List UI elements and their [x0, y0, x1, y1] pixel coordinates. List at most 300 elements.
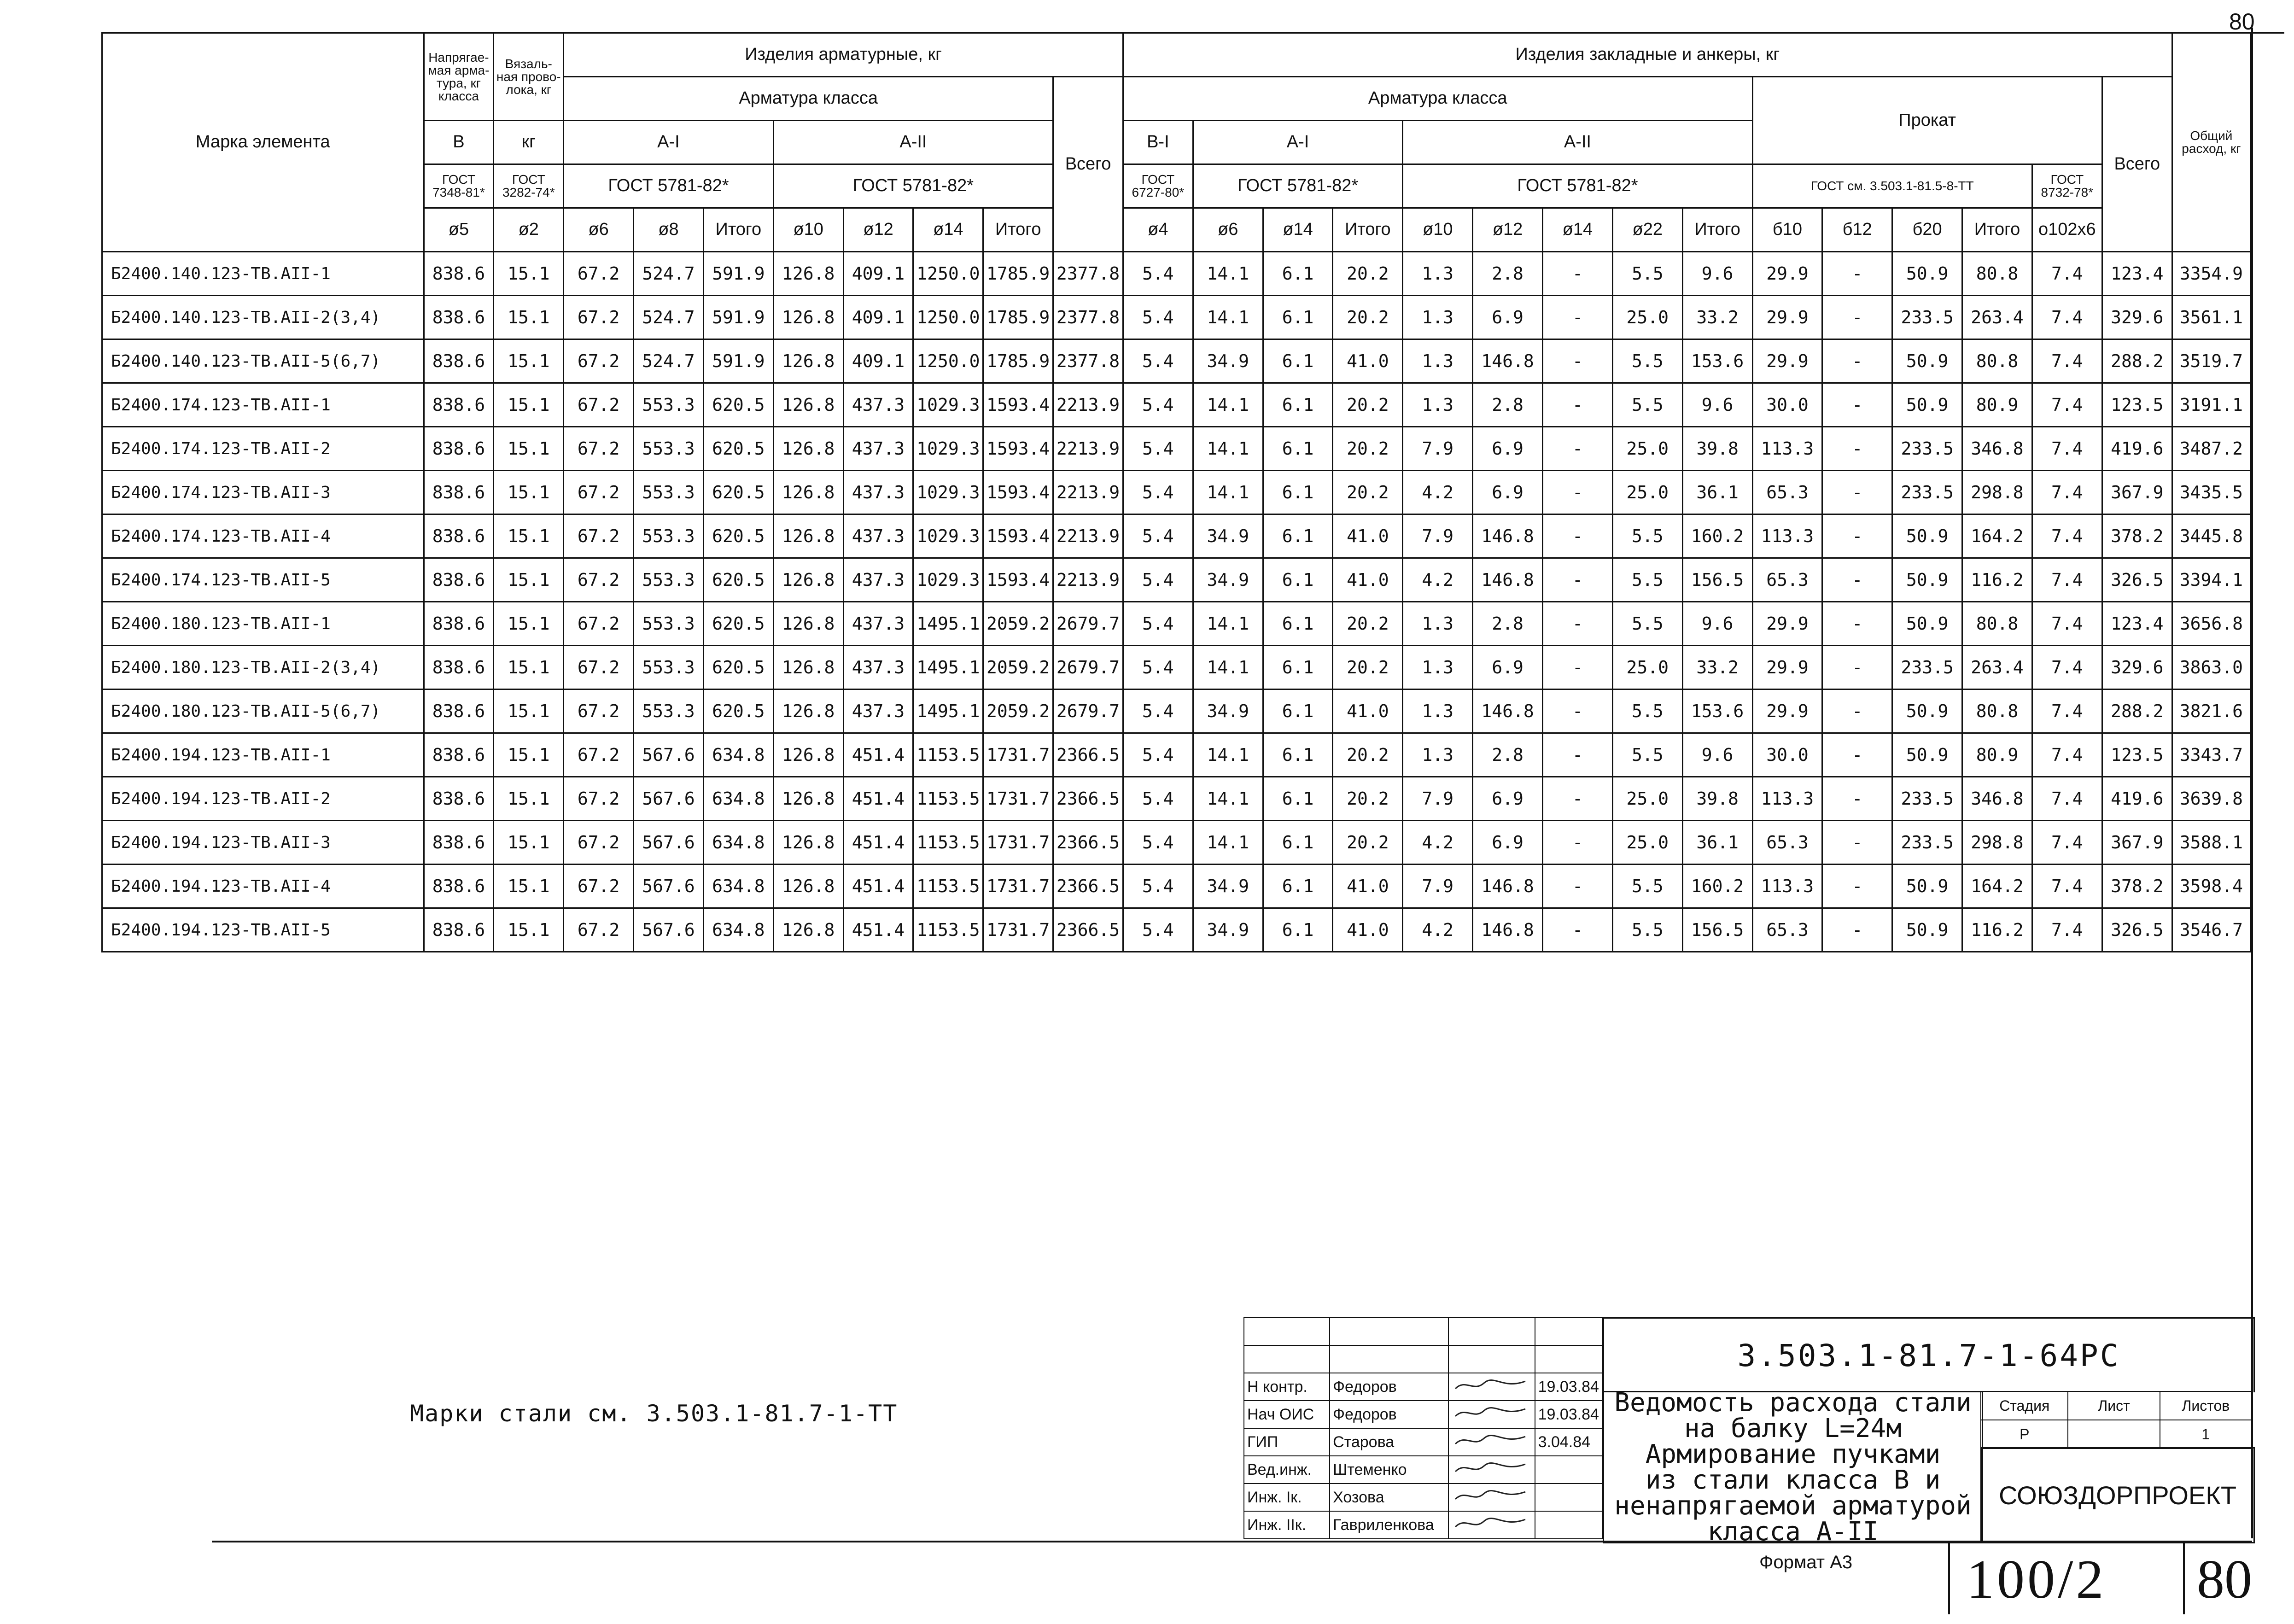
value-cell: 4.2: [1403, 908, 1473, 952]
value-cell: 2059.2: [983, 689, 1053, 733]
value-cell: 5.4: [1123, 252, 1193, 296]
paper-format: Формат А3: [1759, 1552, 1853, 1572]
value-cell: 4.2: [1403, 558, 1473, 602]
value-cell: 233.5: [1892, 821, 1962, 865]
signature-date: 3.04.84: [1535, 1428, 1602, 1456]
value-cell: 2366.5: [1053, 777, 1123, 821]
value-cell: 15.1: [494, 602, 564, 646]
value-cell: 25.0: [1612, 821, 1682, 865]
value-cell: 419.6: [2102, 427, 2172, 471]
album-divider-left: [1948, 1541, 1950, 1614]
value-cell: 620.5: [703, 514, 773, 558]
value-cell: 36.1: [1682, 471, 1752, 514]
value-cell: 233.5: [1892, 296, 1962, 339]
header-class-AII: A-II: [773, 121, 1053, 164]
value-cell: 7.4: [2032, 821, 2102, 865]
value-cell: 1250.0: [913, 252, 983, 296]
value-cell: 5.5: [1612, 602, 1682, 646]
value-cell: 620.5: [703, 383, 773, 427]
value-cell: 3588.1: [2172, 821, 2250, 865]
table-row: [102, 602, 2251, 646]
value-cell: -: [1543, 646, 1613, 689]
value-cell: 5.5: [1612, 383, 1682, 427]
value-cell: 378.2: [2102, 865, 2172, 908]
value-cell: 567.6: [634, 908, 704, 952]
value-cell: 409.1: [843, 296, 913, 339]
value-cell: 146.8: [1473, 689, 1543, 733]
value-cell: 5.5: [1612, 339, 1682, 383]
value-cell: 567.6: [634, 865, 704, 908]
value-cell: 346.8: [1962, 427, 2032, 471]
value-cell: 298.8: [1962, 471, 2032, 514]
value-cell: 29.9: [1752, 602, 1822, 646]
stage-table: [1980, 1391, 2252, 1449]
value-cell: 7.9: [1403, 514, 1473, 558]
value-cell: 123.4: [2102, 602, 2172, 646]
element-mark-cell: Б2400.140.123-ТВ.АII-1: [102, 252, 424, 296]
value-cell: 838.6: [424, 777, 494, 821]
header-d14: ø14: [913, 208, 983, 252]
value-cell: 25.0: [1612, 646, 1682, 689]
value-cell: 41.0: [1333, 514, 1403, 558]
value-cell: 34.9: [1193, 558, 1263, 602]
value-cell: 838.6: [424, 471, 494, 514]
value-cell: 2366.5: [1053, 865, 1123, 908]
document-title: [1603, 1387, 1983, 1547]
value-cell: 553.3: [634, 514, 704, 558]
value-cell: 15.1: [494, 514, 564, 558]
blank-cell: [1448, 1318, 1535, 1345]
value-cell: 113.3: [1752, 865, 1822, 908]
value-cell: 367.9: [2102, 471, 2172, 514]
signature-role: Нач ОИС: [1244, 1401, 1330, 1428]
value-cell: 14.1: [1193, 733, 1263, 777]
value-cell: 15.1: [494, 733, 564, 777]
value-cell: 6.9: [1473, 777, 1543, 821]
value-cell: 5.4: [1123, 514, 1193, 558]
value-cell: -: [1543, 339, 1613, 383]
value-cell: 3863.0: [2172, 646, 2250, 689]
value-cell: 67.2: [564, 908, 634, 952]
value-cell: 5.4: [1123, 471, 1193, 514]
value-cell: 39.8: [1682, 427, 1752, 471]
value-cell: 15.1: [494, 383, 564, 427]
value-cell: 591.9: [703, 296, 773, 339]
value-cell: 419.6: [2102, 777, 2172, 821]
value-cell: 1.3: [1403, 689, 1473, 733]
value-cell: 1.3: [1403, 296, 1473, 339]
value-cell: 1153.5: [913, 821, 983, 865]
value-cell: 123.4: [2102, 252, 2172, 296]
header-gost-5781-b: ГОСТ 5781-82*: [773, 164, 1053, 208]
value-cell: 3821.6: [2172, 689, 2250, 733]
value-cell: 20.2: [1333, 602, 1403, 646]
value-cell: 1.3: [1403, 646, 1473, 689]
value-cell: 437.3: [843, 514, 913, 558]
value-cell: 5.4: [1123, 383, 1193, 427]
blank-cell: [1448, 1345, 1535, 1373]
header-gost-5781-c: ГОСТ 5781-82*: [1193, 164, 1403, 208]
value-cell: 3639.8: [2172, 777, 2250, 821]
value-cell: 5.4: [1123, 689, 1193, 733]
value-cell: 1731.7: [983, 777, 1053, 821]
value-cell: 4.2: [1403, 821, 1473, 865]
signature-row: [1244, 1373, 1602, 1401]
value-cell: 50.9: [1892, 558, 1962, 602]
signature-row: [1244, 1484, 1602, 1511]
value-cell: 67.2: [564, 383, 634, 427]
value-cell: 14.1: [1193, 821, 1263, 865]
value-cell: 3656.8: [2172, 602, 2250, 646]
value-cell: 5.5: [1612, 689, 1682, 733]
element-mark-cell: Б2400.174.123-ТВ.АII-3: [102, 471, 424, 514]
value-cell: -: [1822, 471, 1892, 514]
table-row: [102, 558, 2251, 602]
value-cell: 634.8: [703, 733, 773, 777]
value-cell: 263.4: [1962, 646, 2032, 689]
value-cell: -: [1543, 514, 1613, 558]
value-cell: 437.3: [843, 689, 913, 733]
value-cell: 7.9: [1403, 865, 1473, 908]
header-class-AII-2: A-II: [1403, 121, 1752, 164]
value-cell: 2.8: [1473, 602, 1543, 646]
value-cell: 5.4: [1123, 865, 1193, 908]
value-cell: 80.8: [1962, 339, 2032, 383]
value-cell: 126.8: [773, 383, 843, 427]
value-cell: 1153.5: [913, 865, 983, 908]
value-cell: 67.2: [564, 252, 634, 296]
value-cell: 553.3: [634, 471, 704, 514]
value-cell: 80.8: [1962, 602, 2032, 646]
steel-consumption-table: [101, 32, 2251, 952]
value-cell: 3343.7: [2172, 733, 2250, 777]
signature-date: 19.03.84: [1535, 1401, 1602, 1428]
value-cell: 34.9: [1193, 865, 1263, 908]
value-cell: 20.2: [1333, 296, 1403, 339]
handwritten-signature: [1448, 1511, 1535, 1539]
signature-name: Федоров: [1330, 1401, 1448, 1428]
value-cell: -: [1543, 689, 1613, 733]
value-cell: 3435.5: [2172, 471, 2250, 514]
value-cell: 2377.8: [1053, 339, 1123, 383]
table-row: [102, 821, 2251, 865]
value-cell: 634.8: [703, 908, 773, 952]
value-cell: -: [1822, 558, 1892, 602]
value-cell: 25.0: [1612, 427, 1682, 471]
value-cell: 113.3: [1752, 777, 1822, 821]
signature-role: Вед.инж.: [1244, 1456, 1330, 1484]
value-cell: 2679.7: [1053, 646, 1123, 689]
value-cell: 113.3: [1752, 427, 1822, 471]
header-b12: б12: [1822, 208, 1892, 252]
value-cell: 67.2: [564, 471, 634, 514]
value-cell: 1250.0: [913, 339, 983, 383]
blank-cell: [1244, 1345, 1330, 1373]
value-cell: 9.6: [1682, 383, 1752, 427]
value-cell: 1785.9: [983, 296, 1053, 339]
table-row: [102, 777, 2251, 821]
header-mark: Марка элемента: [102, 33, 424, 252]
header-d12: ø12: [843, 208, 913, 252]
value-cell: 25.0: [1612, 777, 1682, 821]
value-cell: 7.4: [2032, 602, 2102, 646]
value-cell: 3394.1: [2172, 558, 2250, 602]
value-cell: 591.9: [703, 252, 773, 296]
value-cell: 20.2: [1333, 646, 1403, 689]
value-cell: -: [1822, 865, 1892, 908]
value-cell: 451.4: [843, 733, 913, 777]
value-cell: 41.0: [1333, 865, 1403, 908]
value-cell: 126.8: [773, 514, 843, 558]
value-cell: 15.1: [494, 646, 564, 689]
value-cell: 9.6: [1682, 733, 1752, 777]
signature-date: 19.03.84: [1535, 1373, 1602, 1401]
value-cell: 50.9: [1892, 908, 1962, 952]
value-cell: 4.2: [1403, 471, 1473, 514]
value-cell: 1029.3: [913, 427, 983, 471]
value-cell: 1.3: [1403, 602, 1473, 646]
header-d2: ø2: [494, 208, 564, 252]
title-line: на балку L=24м: [1684, 1413, 1902, 1443]
value-cell: 14.1: [1193, 471, 1263, 514]
value-cell: 5.5: [1612, 733, 1682, 777]
handwritten-signature: [1448, 1428, 1535, 1456]
header-armature-class-2: Арматура класса: [1123, 77, 1752, 121]
value-cell: -: [1543, 733, 1613, 777]
value-cell: -: [1822, 602, 1892, 646]
title-line: класса А-II: [1707, 1516, 1879, 1547]
value-cell: 3519.7: [2172, 339, 2250, 383]
value-cell: 25.0: [1612, 296, 1682, 339]
value-cell: 126.8: [773, 252, 843, 296]
signature-name: Федоров: [1330, 1373, 1448, 1401]
header-armature-class-1: Арматура класса: [564, 77, 1053, 121]
value-cell: 6.1: [1263, 471, 1333, 514]
value-cell: 14.1: [1193, 296, 1263, 339]
table-body: [102, 252, 2251, 952]
value-cell: 6.1: [1263, 777, 1333, 821]
value-cell: 7.4: [2032, 733, 2102, 777]
title-block: [1243, 1317, 2252, 1547]
header-d22: ø22: [1612, 208, 1682, 252]
value-cell: 50.9: [1892, 865, 1962, 908]
value-cell: 67.2: [564, 689, 634, 733]
value-cell: 1593.4: [983, 427, 1053, 471]
value-cell: 288.2: [2102, 339, 2172, 383]
signature-role: Н контр.: [1244, 1373, 1330, 1401]
value-cell: 116.2: [1962, 558, 2032, 602]
value-cell: 329.6: [2102, 646, 2172, 689]
element-mark-cell: Б2400.180.123-ТВ.АII-5(6,7): [102, 689, 424, 733]
value-cell: 14.1: [1193, 602, 1263, 646]
value-cell: 7.4: [2032, 252, 2102, 296]
value-cell: 34.9: [1193, 908, 1263, 952]
value-cell: 164.2: [1962, 514, 2032, 558]
value-cell: 41.0: [1333, 339, 1403, 383]
handwritten-signature: [1448, 1401, 1535, 1428]
header-gost-7348: ГОСТ 7348-81*: [424, 164, 494, 208]
value-cell: 164.2: [1962, 865, 2032, 908]
value-cell: 437.3: [843, 558, 913, 602]
value-cell: 1153.5: [913, 777, 983, 821]
value-cell: 126.8: [773, 427, 843, 471]
value-cell: 29.9: [1752, 296, 1822, 339]
value-cell: -: [1822, 427, 1892, 471]
header-d4: ø4: [1123, 208, 1193, 252]
value-cell: 5.4: [1123, 602, 1193, 646]
value-cell: 838.6: [424, 865, 494, 908]
handwritten-signature: [1448, 1456, 1535, 1484]
value-cell: 126.8: [773, 339, 843, 383]
element-mark-cell: Б2400.194.123-ТВ.АII-2: [102, 777, 424, 821]
header-d6-2: ø6: [1193, 208, 1263, 252]
value-cell: 126.8: [773, 908, 843, 952]
sheet-corner-number: 80: [2229, 9, 2255, 35]
value-cell: 553.3: [634, 646, 704, 689]
value-cell: 126.8: [773, 602, 843, 646]
header-overall-consumption: Общий расход, кг: [2172, 33, 2250, 252]
element-mark-cell: Б2400.140.123-ТВ.АII-2(3,4): [102, 296, 424, 339]
element-mark-cell: Б2400.180.123-ТВ.АII-1: [102, 602, 424, 646]
value-cell: 146.8: [1473, 908, 1543, 952]
value-cell: 7.4: [2032, 514, 2102, 558]
value-cell: 5.4: [1123, 646, 1193, 689]
table-row: [102, 733, 2251, 777]
value-cell: 838.6: [424, 908, 494, 952]
value-cell: 2.8: [1473, 383, 1543, 427]
value-cell: 2213.9: [1053, 514, 1123, 558]
value-cell: 7.4: [2032, 296, 2102, 339]
value-cell: 5.5: [1612, 558, 1682, 602]
value-cell: 838.6: [424, 558, 494, 602]
value-cell: 2059.2: [983, 646, 1053, 689]
value-cell: 1593.4: [983, 514, 1053, 558]
value-cell: 1.3: [1403, 383, 1473, 427]
value-cell: 6.1: [1263, 514, 1333, 558]
value-cell: 5.4: [1123, 908, 1193, 952]
value-cell: 263.4: [1962, 296, 2032, 339]
value-cell: 2366.5: [1053, 821, 1123, 865]
value-cell: 6.1: [1263, 821, 1333, 865]
value-cell: 3445.8: [2172, 514, 2250, 558]
value-cell: 5.5: [1612, 908, 1682, 952]
value-cell: 14.1: [1193, 252, 1263, 296]
table-row: [102, 339, 2251, 383]
stage-value: Р: [1981, 1420, 2068, 1449]
value-cell: 146.8: [1473, 514, 1543, 558]
signature-name: Штеменко: [1330, 1456, 1448, 1484]
page-number: 80: [2197, 1548, 2252, 1610]
value-cell: 6.1: [1263, 602, 1333, 646]
value-cell: 1250.0: [913, 296, 983, 339]
value-cell: 7.4: [2032, 339, 2102, 383]
value-cell: 156.5: [1682, 558, 1752, 602]
value-cell: 41.0: [1333, 689, 1403, 733]
value-cell: 1731.7: [983, 908, 1053, 952]
album-divider-right: [2183, 1541, 2185, 1614]
signature-date: [1535, 1484, 1602, 1511]
header-gost-6727: ГОСТ 6727-80*: [1123, 164, 1193, 208]
value-cell: 67.2: [564, 296, 634, 339]
value-cell: 1731.7: [983, 865, 1053, 908]
header-d10: ø10: [773, 208, 843, 252]
title-line: из стали класса В и: [1645, 1465, 1941, 1495]
value-cell: 25.0: [1612, 471, 1682, 514]
value-cell: 6.1: [1263, 339, 1333, 383]
value-cell: 553.3: [634, 558, 704, 602]
header-b10: б10: [1752, 208, 1822, 252]
value-cell: -: [1822, 689, 1892, 733]
value-cell: 156.5: [1682, 908, 1752, 952]
value-cell: 1593.4: [983, 383, 1053, 427]
value-cell: 553.3: [634, 689, 704, 733]
table-row: [102, 646, 2251, 689]
header-reinforcement-products: Изделия арматурные, кг: [564, 33, 1123, 77]
value-cell: 288.2: [2102, 689, 2172, 733]
element-mark-cell: Б2400.174.123-ТВ.АII-2: [102, 427, 424, 471]
value-cell: 30.0: [1752, 383, 1822, 427]
value-cell: 451.4: [843, 865, 913, 908]
value-cell: 2213.9: [1053, 383, 1123, 427]
signature-row: [1244, 1428, 1602, 1456]
value-cell: 7.4: [2032, 689, 2102, 733]
value-cell: 2.8: [1473, 252, 1543, 296]
value-cell: 67.2: [564, 427, 634, 471]
value-cell: 437.3: [843, 602, 913, 646]
table-row: [102, 471, 2251, 514]
value-cell: -: [1543, 471, 1613, 514]
element-mark-cell: Б2400.174.123-ТВ.АII-5: [102, 558, 424, 602]
header-class-B: В: [424, 121, 494, 164]
value-cell: 5.4: [1123, 777, 1193, 821]
value-cell: -: [1822, 296, 1892, 339]
element-mark-cell: Б2400.194.123-ТВ.АII-5: [102, 908, 424, 952]
value-cell: -: [1543, 821, 1613, 865]
value-cell: 634.8: [703, 777, 773, 821]
value-cell: -: [1543, 296, 1613, 339]
value-cell: 1731.7: [983, 821, 1053, 865]
value-cell: 1593.4: [983, 471, 1053, 514]
value-cell: 113.3: [1752, 514, 1822, 558]
value-cell: 15.1: [494, 252, 564, 296]
value-cell: 67.2: [564, 339, 634, 383]
header-class-BI: B-I: [1123, 121, 1193, 164]
value-cell: 1029.3: [913, 471, 983, 514]
element-mark-cell: Б2400.140.123-ТВ.АII-5(6,7): [102, 339, 424, 383]
value-cell: 838.6: [424, 427, 494, 471]
value-cell: 14.1: [1193, 777, 1263, 821]
header-itogo-4: Итого: [1682, 208, 1752, 252]
value-cell: 153.6: [1682, 339, 1752, 383]
value-cell: 1495.1: [913, 602, 983, 646]
value-cell: -: [1822, 383, 1892, 427]
value-cell: 298.8: [1962, 821, 2032, 865]
title-line: Ведомость расхода стали: [1614, 1387, 1972, 1418]
value-cell: 80.8: [1962, 252, 2032, 296]
value-cell: 620.5: [703, 471, 773, 514]
value-cell: 326.5: [2102, 908, 2172, 952]
value-cell: 153.6: [1682, 689, 1752, 733]
value-cell: 620.5: [703, 689, 773, 733]
header-d6: ø6: [564, 208, 634, 252]
value-cell: 34.9: [1193, 689, 1263, 733]
value-cell: 50.9: [1892, 602, 1962, 646]
value-cell: 7.4: [2032, 908, 2102, 952]
value-cell: 1029.3: [913, 383, 983, 427]
value-cell: 6.1: [1263, 252, 1333, 296]
value-cell: -: [1543, 865, 1613, 908]
value-cell: 160.2: [1682, 865, 1752, 908]
